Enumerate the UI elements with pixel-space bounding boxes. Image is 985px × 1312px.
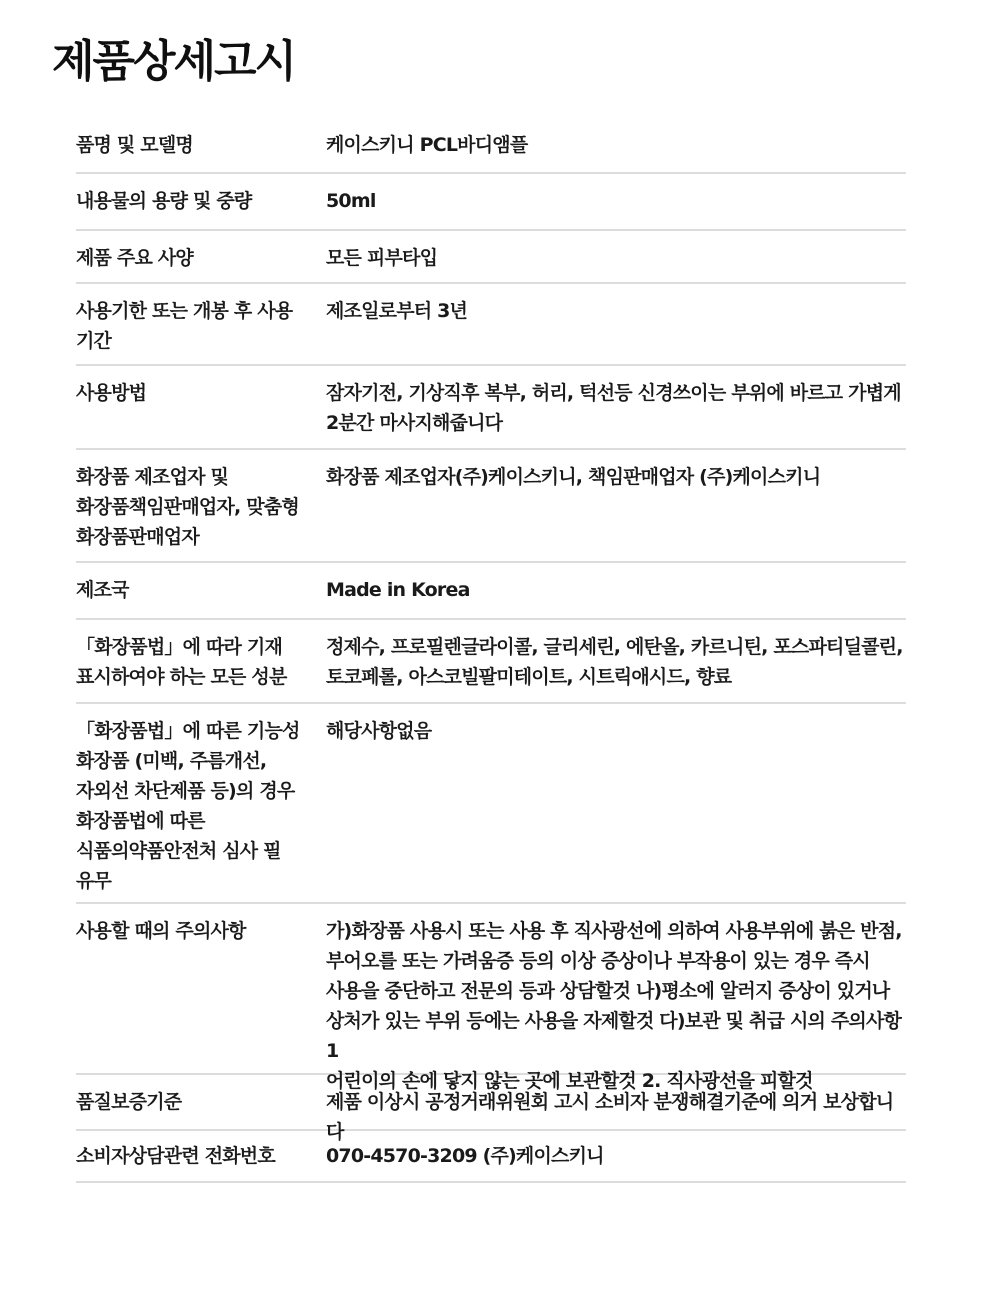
row-label: 사용기한 또는 개봉 후 사용 기간 (76, 300, 293, 352)
row-value: 50ml (326, 190, 376, 212)
table-row (76, 174, 906, 231)
table-row (76, 366, 906, 450)
row-value: 제조일로부터 3년 (326, 300, 468, 322)
row-label: 제품 주요 사양 (76, 247, 193, 269)
product-info-table (76, 128, 906, 1183)
row-label: 소비자상담관련 전화번호 (76, 1145, 275, 1167)
table-row (76, 620, 906, 704)
row-value: 제품 이상시 공정거래위원회 고시 소비자 분쟁해결기준에 의거 보상합니다 (326, 1091, 894, 1143)
row-value: 가)화장품 사용시 또는 사용 후 직사광선에 의하여 사용부위에 붉은 반점, 부어오를 또는 가려움증 등의 이상 증상이나 부작용이 있는 경우 즉시 사용을 중단하고 전문의 등과 상담할것 나)평소에 알러지 증상이 있거나 상처가 있는 부위 등에는 사용을 자제할것 다)보관 및 취급 시의 주의사항 1 어린이의 손에 닿지 않는 곳에 보관할것 2. 직사광선을 피할것 (326, 920, 902, 1092)
table-row (76, 1131, 906, 1183)
row-label: 품질보증기준 (76, 1091, 182, 1113)
row-label: 「화장품법」에 따른 기능성 화장품 (미백, 주름개선, 자외선 차단제품 등)의 경우 화장품법에 따른 식품의약품안전처 심사 필 유무 (76, 720, 300, 892)
row-label: 내용물의 용량 및 중량 (76, 190, 252, 212)
table-row (76, 450, 906, 563)
row-label: 사용할 때의 주의사항 (76, 920, 246, 942)
table-row (76, 704, 906, 904)
row-value: 화장품 제조업자(주)케이스키니, 책임판매업자 (주)케이스키니 (326, 466, 821, 488)
table-row (76, 563, 906, 620)
row-value: 케이스키니 PCL바디앰플 (326, 134, 528, 156)
row-value: 정제수, 프로필렌글라이콜, 글리세린, 에탄올, 카르니틴, 포스파티딜콜린, 토코페롤, 아스코빌팔미테이트, 시트릭애시드, 향료 (326, 636, 903, 688)
table-row (76, 904, 906, 1092)
row-label: 품명 및 모델명 (76, 134, 193, 156)
row-value: 모든 피부타입 (326, 247, 438, 269)
row-value: 잠자기전, 기상직후 복부, 허리, 턱선등 신경쓰이는 부위에 바르고 가볍게 2분간 마사지해줍니다 (326, 382, 901, 434)
row-value: 070-4570-3209 (주)케이스키니 (326, 1145, 604, 1167)
page-title: 제품상세고시 (52, 36, 296, 87)
row-label: 제조국 (76, 579, 129, 601)
table-row (76, 231, 906, 284)
row-label: 사용방법 (76, 382, 147, 404)
table-row (76, 128, 906, 174)
table-row (76, 284, 906, 366)
row-label: 「화장품법」에 따라 기재 표시하여야 하는 모든 성분 (76, 636, 287, 688)
row-label: 화장품 제조업자 및 화장품책임판매업자, 맞춤형 화장품판매업자 (76, 466, 299, 548)
row-value: Made in Korea (326, 579, 470, 601)
row-value: 해당사항없음 (326, 720, 432, 742)
